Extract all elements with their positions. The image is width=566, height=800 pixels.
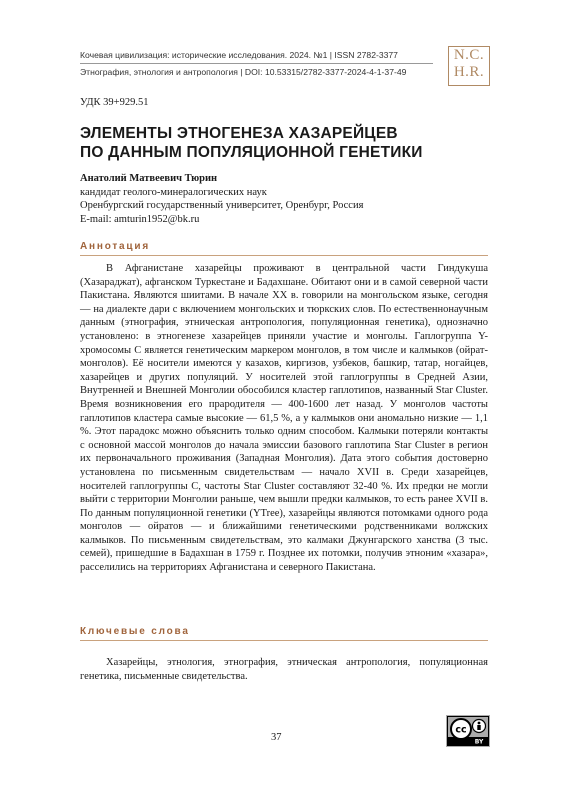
page-number: 37	[271, 732, 282, 743]
journal-logo	[448, 46, 490, 86]
logo-bottom-text: H.R.	[453, 64, 485, 80]
abstract-text: В Афганистане хазарейцы проживают в центральной части Гиндукуша (Хазараджат), афганском Туркестане и Бадахшане. Обитают они и в самой северной части Пакистана. Являются шиитами. В начале XX в. говорили на монгольском языке, сегодня — на диалекте дари с включением монгольских и тюркских слов. По естественнонаучным данным (этнография, этническая антропология, популяционная генетика), однозначно установлено: в этногенезе хазарейцев приняли участие и монголы. Гаплогруппа Y-хромосомы C является генетическим маркером монголов, в том числе и калмыков (ойрат-монголов). Её носители имеются у казахов, киргизов, узбеков, башкир, татар, ногайцев, хазарейцев и других популяций. У носителей этой гаплогруппы в Средней Азии, Внутренней и Внешней Монголии обособился кластер гаплотипов, названный Star Cluster. Время возникновения его прародителя — 400-1600 лет назад. У монголов частоты гаплотипов кластера самые высокие — 61,5 %, а у калмыков они аномально низкие — 1,1 %. Этот парадокс можно объяснить только одним способом. Калмыки потеряли контакты с основной массой монголов до начала эмиссии базового гаплотипа Star Cluster в регион их первоначального проживания (Западная Монголия). Дата этого события достоверно установлена по письменным свидетельствам — начало XVII в. Среди хазарейцев, носителей гаплогруппы C, частоты Star Cluster составляют 32-40 %. Их предки не могли выйти с территории Монголии раньше, чем вышли предки калмыков, то есть ранее XVII в. По данным популяционной генетики (YTree), хазарейцы являются потомками одного рода монголов — ойратов — и ближайшими генетическими родственниками волжских калмыков. По письменным свидетельствам, это калмаки Джунгарского ханства (3 тыс. семей), пришедшие в Бадахшан в 1759 г. Позднее их потомки, получив этноним «хазара», расселились на территориях Афганистана и северного Пакистана.	[80, 263, 488, 574]
author-name: Анатолий Матвеевич Тюрин	[80, 173, 218, 184]
author-block	[80, 172, 500, 226]
author-degree: кандидат геолого-минералогических наук	[80, 186, 267, 198]
keywords-heading: Ключевые слова	[80, 626, 190, 637]
article-title-line-2: ПО ДАННЫМ ПОПУЛЯЦИОННОЙ ГЕНЕТИКИ	[80, 144, 423, 161]
author-affiliation: Оренбургский государственный университет, Оренбург, Россия	[80, 200, 364, 211]
by-person-body	[477, 725, 480, 730]
abstract-heading: Аннотация	[80, 241, 150, 252]
by-person-head	[478, 722, 481, 725]
logo-top-text: N.C.	[453, 47, 485, 63]
abstract-body	[80, 262, 488, 575]
cc-by-license-badge[interactable]	[446, 715, 490, 747]
article-title-line-1: ЭЛЕМЕНТЫ ЭТНОГЕНЕЗА ХАЗАРЕЙЦЕВ	[80, 125, 398, 142]
journal-header-line: Кочевая цивилизация: исторические исследования. 2024. №1 | ISSN 2782-3377	[80, 50, 398, 60]
cc-icon-label: cc	[455, 724, 467, 736]
header-divider	[80, 63, 433, 64]
keywords-heading-rule	[80, 640, 488, 641]
journal-section-doi-line: Этнография, этнология и антропология | DOI: 10.53315/2782-3377-2024-4-1-37-49	[80, 67, 407, 77]
udk-code: УДК 39+929.51	[80, 97, 149, 108]
keywords-body	[80, 656, 488, 683]
abstract-heading-rule	[80, 255, 488, 256]
keywords-text: Хазарейцы, этнология, этнография, этническая антропология, популяционная генетика, письменные свидетельства.	[80, 657, 488, 682]
article-title	[80, 124, 500, 162]
by-label: BY	[474, 738, 484, 746]
author-email[interactable]: E-mail: amturin1952@bk.ru	[80, 213, 200, 225]
